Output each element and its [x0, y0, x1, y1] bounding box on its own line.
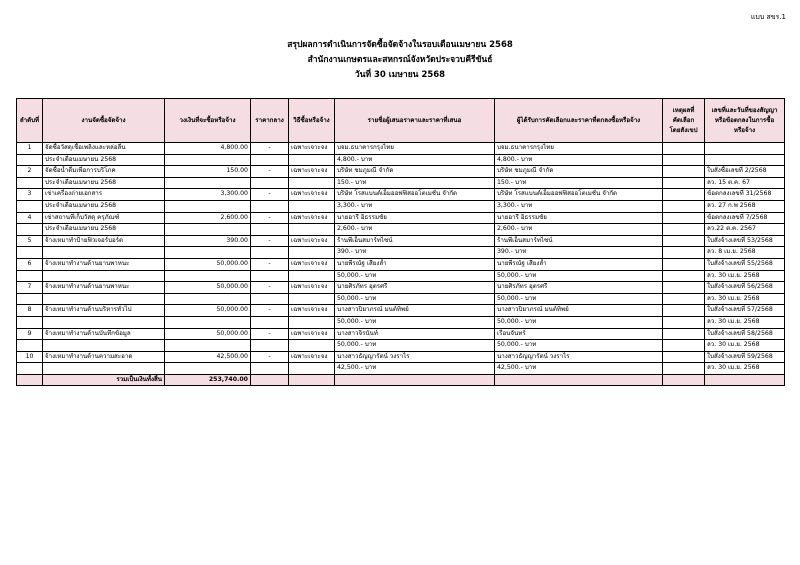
row-method: เฉพาะเจาะจง — [289, 305, 335, 317]
row-reason — [663, 328, 705, 340]
row-bidder-price: 4,800.- บาท — [335, 154, 495, 166]
row-winner-price: 150.- บาท — [495, 177, 663, 189]
row-method-cont — [289, 316, 335, 328]
table-row-detail — [17, 270, 785, 282]
row-item-cont — [43, 363, 165, 375]
row-median-cont — [251, 224, 289, 236]
row-method-cont — [289, 200, 335, 212]
row-method: เฉพาะเจาะจง — [289, 189, 335, 201]
row-item-cont — [43, 293, 165, 305]
row-bidder-price: 3,300.- บาท — [335, 200, 495, 212]
header-reason-line: เหตุผลที่ — [672, 106, 695, 114]
row-contract: ใบสั่งจ้างเลขที่ 58/2568 — [705, 328, 785, 340]
title-line: สำนักงานเกษตรและสหกรณ์จังหวัดประจวบคีรีขันธ์ — [307, 55, 493, 65]
row-no-cont — [17, 154, 43, 166]
row-contract: ใบสั่งจ้างเลขที่ 56/2568 — [705, 282, 785, 294]
row-bidder: นายอารี อิธรรมชัย — [335, 212, 495, 224]
row-budget-cont — [165, 177, 251, 189]
total-row — [17, 374, 785, 386]
table-row-detail — [17, 177, 785, 189]
row-contract: ข้อตกลงเลขที่ 31/2568 — [705, 189, 785, 201]
row-winner: นายศิรภัทร อุตรศรี — [495, 282, 663, 294]
header-median: ราคากลาง — [251, 99, 289, 143]
header-contract-line: หรือข้อตกลงในการซื้อ — [714, 116, 775, 124]
row-item: เช่าสถานที่เก็บวัสดุ ครุภัณฑ์ — [43, 212, 165, 224]
header-bidders: รายชื่อผู้เสนอราคาและราคาที่เสนอ — [335, 99, 495, 143]
row-winner: บจม.ธนาคารกรุงไทย — [495, 143, 663, 155]
row-winner: นายพีรณัฐ เสียงล้ำ — [495, 258, 663, 270]
row-median-cont — [251, 293, 289, 305]
table-row — [17, 143, 785, 155]
row-no-cont — [17, 293, 43, 305]
total-empty-cell — [495, 374, 663, 386]
row-median: - — [251, 235, 289, 247]
row-winner-price: 42,500.- บาท — [495, 363, 663, 375]
row-item: จ้างเหมาทำงานด้านความสะอาด — [43, 351, 165, 363]
row-method: เฉพาะเจาะจง — [289, 166, 335, 178]
row-reason — [663, 143, 705, 155]
row-budget: 42,500.00 — [165, 351, 251, 363]
row-reason — [663, 351, 705, 363]
row-contract: ใบสั่งจ้างเลขที่ 53/2568 — [705, 235, 785, 247]
total-empty-cell — [663, 374, 705, 386]
row-method-cont — [289, 224, 335, 236]
row-no: 8 — [17, 305, 43, 317]
row-winner-price: 50,000.- บาท — [495, 316, 663, 328]
row-reason-cont — [663, 270, 705, 282]
row-method-cont — [289, 363, 335, 375]
row-median-cont — [251, 154, 289, 166]
row-no-cont — [17, 340, 43, 352]
row-no-cont — [17, 224, 43, 236]
row-median-cont — [251, 247, 289, 259]
row-method-cont — [289, 177, 335, 189]
row-bidder-price: 50,000.- บาท — [335, 293, 495, 305]
table-row-detail — [17, 340, 785, 352]
row-budget: 390.00 — [165, 235, 251, 247]
table-row — [17, 282, 785, 294]
row-method: เฉพาะเจาะจง — [289, 235, 335, 247]
row-contract-date: ลว.22 ต.ค. 2567 — [705, 224, 785, 236]
row-median-cont — [251, 177, 289, 189]
table-row — [17, 166, 785, 178]
row-method-cont — [289, 247, 335, 259]
row-item-cont: ประจำเดือนเมษายน 2568 — [43, 224, 165, 236]
row-no: 2 — [17, 166, 43, 178]
row-item: จ้างเหมาทำงานด้านยานพาหนะ — [43, 282, 165, 294]
row-median: - — [251, 305, 289, 317]
total-empty-cell — [251, 374, 289, 386]
total-label: รวมเป็นเงินทั้งสิ้น — [43, 374, 165, 386]
row-reason-cont — [663, 316, 705, 328]
row-no: 7 — [17, 282, 43, 294]
row-bidder: บจม.ธนาคารกรุงไทย — [335, 143, 495, 155]
row-item-cont: ประจำเดือนเมษายน 2568 — [43, 177, 165, 189]
row-no-cont — [17, 200, 43, 212]
form-code: แบบ สขร.1 — [750, 13, 786, 21]
row-winner: บริษัท โรสแบนด์เอ็มออฟฟิสออโตเมชั่น จำกัด — [495, 189, 663, 201]
row-bidder: นายพีรณัฐ เสียงล้ำ — [335, 258, 495, 270]
row-budget-cont — [165, 224, 251, 236]
row-item: จ้างเหมาทำป้ายฟิวเจอร์บอร์ด — [43, 235, 165, 247]
row-item-cont — [43, 270, 165, 282]
table-row — [17, 235, 785, 247]
row-bidder: นางสาวธัญญารัตน์ วงราไร — [335, 351, 495, 363]
row-contract: ใบสั่งจ้างเลขที่ 55/2568 — [705, 258, 785, 270]
row-budget-cont — [165, 200, 251, 212]
table-row-detail — [17, 316, 785, 328]
table-row-detail — [17, 200, 785, 212]
row-no-cont — [17, 177, 43, 189]
row-reason-cont — [663, 200, 705, 212]
row-bidder-price: 50,000.- บาท — [335, 340, 495, 352]
row-no: 4 — [17, 212, 43, 224]
row-budget-cont — [165, 340, 251, 352]
row-bidder: บริษัท ชมภูมณี จำกัด — [335, 166, 495, 178]
row-bidder: ร้านพีเอ็นสมาร์ทไซน์ — [335, 235, 495, 247]
row-winner-price: 3,300.- บาท — [495, 200, 663, 212]
row-budget-cont — [165, 154, 251, 166]
row-contract-date: ลว. 8 เม.ย. 2568 — [705, 247, 785, 259]
row-no-cont — [17, 363, 43, 375]
row-budget-cont — [165, 293, 251, 305]
row-median: - — [251, 143, 289, 155]
header-reason-line: โดยสังเขป — [669, 126, 698, 134]
row-reason — [663, 282, 705, 294]
row-method-cont — [289, 293, 335, 305]
row-median: - — [251, 166, 289, 178]
row-item: จัดซื้อวัสดุเชื้อเพลิงและหล่อลื่น — [43, 143, 165, 155]
row-contract: ใบสั่งจ้างเลขที่ 57/2568 — [705, 305, 785, 317]
row-contract-date: ลว. 30 เม.ย. 2568 — [705, 340, 785, 352]
row-budget: 4,800.00 — [165, 143, 251, 155]
row-median-cont — [251, 363, 289, 375]
table-header-row — [17, 99, 785, 143]
table-row-detail — [17, 154, 785, 166]
row-reason-cont — [663, 293, 705, 305]
row-budget: 50,000.00 — [165, 258, 251, 270]
row-bidder-price: 42,500.- บาท — [335, 363, 495, 375]
row-item: จ้างเหมาทำงานด้านบริหารทั่วไป — [43, 305, 165, 317]
row-method: เฉพาะเจาะจง — [289, 282, 335, 294]
total-empty-cell — [289, 374, 335, 386]
row-method-cont — [289, 270, 335, 282]
row-winner: นายอารี อิธรรมชัย — [495, 212, 663, 224]
table-row-detail — [17, 224, 785, 236]
row-contract-date: ลว. 30 เม.ย. 2568 — [705, 316, 785, 328]
row-item: เช่าเครื่องถ่ายเอกสาร — [43, 189, 165, 201]
row-winner-price: 4,800.- บาท — [495, 154, 663, 166]
row-budget-cont — [165, 316, 251, 328]
row-no: 3 — [17, 189, 43, 201]
header-contract — [705, 99, 785, 143]
table-row-detail — [17, 293, 785, 305]
row-budget: 2,600.00 — [165, 212, 251, 224]
table-row — [17, 328, 785, 340]
row-budget: 50,000.00 — [165, 282, 251, 294]
row-contract-date: ลว. 15 ต.ค. 67 — [705, 177, 785, 189]
row-bidder-price: 50,000.- บาท — [335, 316, 495, 328]
row-contract: ข้อตกลงเลขที่ 7/2568 — [705, 212, 785, 224]
row-contract-date — [705, 154, 785, 166]
row-no-cont — [17, 270, 43, 282]
row-contract-date: ลว. 27 ก.พ 2568 — [705, 200, 785, 212]
row-winner-price: 2,600.- บาท — [495, 224, 663, 236]
row-bidder: บริษัท โรสแบนด์เอ็มออฟฟิสออโตเมชั่น จำกัด — [335, 189, 495, 201]
row-reason — [663, 212, 705, 224]
row-bidder: นางสาวจิรนันท์ — [335, 328, 495, 340]
row-no: 1 — [17, 143, 43, 155]
row-method-cont — [289, 340, 335, 352]
row-budget-cont — [165, 247, 251, 259]
row-budget: 50,000.00 — [165, 305, 251, 317]
row-contract-date: ลว. 30 เม.ย. 2568 — [705, 363, 785, 375]
row-item: จ้างเหมาทำงานด้านบันทึกข้อมูล — [43, 328, 165, 340]
row-winner: เรือนจันทร์ — [495, 328, 663, 340]
row-bidder-price: 390.- บาท — [335, 247, 495, 259]
row-reason — [663, 305, 705, 317]
row-no-cont — [17, 247, 43, 259]
row-winner: บริษัท ชมภูมณี จำกัด — [495, 166, 663, 178]
row-median-cont — [251, 200, 289, 212]
row-bidder: นายศิรภัทร อุตรศรี — [335, 282, 495, 294]
row-budget-cont — [165, 363, 251, 375]
header-method: วิธีซื้อหรือจ้าง — [289, 99, 335, 143]
total-value: 253,740.00 — [165, 374, 251, 386]
row-budget-cont — [165, 270, 251, 282]
row-reason-cont — [663, 247, 705, 259]
row-contract-date: ลว. 30 เม.ย. 2568 — [705, 270, 785, 282]
row-no-cont — [17, 316, 43, 328]
header-reason-line: คัดเลือก — [672, 116, 695, 124]
row-median: - — [251, 189, 289, 201]
row-contract-date: ลว. 30 เม.ย. 2568 — [705, 293, 785, 305]
row-no: 6 — [17, 258, 43, 270]
row-reason-cont — [663, 363, 705, 375]
row-winner-price: 50,000.- บาท — [495, 340, 663, 352]
row-median-cont — [251, 340, 289, 352]
row-budget: 50,000.00 — [165, 328, 251, 340]
row-method: เฉพาะเจาะจง — [289, 258, 335, 270]
row-method: เฉพาะเจาะจง — [289, 328, 335, 340]
document-title — [0, 38, 800, 83]
title-line: วันที่ 30 เมษายน 2568 — [354, 70, 446, 80]
table-row — [17, 305, 785, 317]
header-winner: ผู้ได้รับการคัดเลือกและราคาที่ตกลงซื้อหรือจ้าง — [495, 99, 663, 143]
row-winner: นางสาวธัญญารัตน์ วงราไร — [495, 351, 663, 363]
table-row — [17, 351, 785, 363]
row-median: - — [251, 258, 289, 270]
row-winner-price: 50,000.- บาท — [495, 293, 663, 305]
header-reason — [663, 99, 705, 143]
row-item-cont — [43, 247, 165, 259]
total-empty-cell — [705, 374, 785, 386]
row-winner-price: 390.- บาท — [495, 247, 663, 259]
row-median-cont — [251, 316, 289, 328]
row-no: 10 — [17, 351, 43, 363]
row-budget: 3,300.00 — [165, 189, 251, 201]
total-empty-cell — [335, 374, 495, 386]
row-median: - — [251, 212, 289, 224]
row-reason — [663, 166, 705, 178]
row-reason-cont — [663, 154, 705, 166]
row-reason — [663, 258, 705, 270]
row-item-cont: ประจำเดือนเมษายน 2568 — [43, 154, 165, 166]
row-bidder-price: 50,000.- บาท — [335, 270, 495, 282]
row-winner: นางสาวปิยาภรณ์ มนต์ทิพย์ — [495, 305, 663, 317]
row-winner: ร้านพีเอ็นสมาร์ทไซน์ — [495, 235, 663, 247]
table-row — [17, 189, 785, 201]
header-contract-line: เลขที่และวันที่ของสัญญา — [711, 106, 778, 114]
row-reason-cont — [663, 340, 705, 352]
procurement-table — [16, 98, 785, 386]
table-row — [17, 258, 785, 270]
row-item-cont — [43, 340, 165, 352]
row-bidder-price: 2,600.- บาท — [335, 224, 495, 236]
row-budget: 150.00 — [165, 166, 251, 178]
row-contract: ใบสั่งจ้างเลขที่ 59/2568 — [705, 351, 785, 363]
row-method-cont — [289, 154, 335, 166]
header-item: งานจัดซื้อจัดจ้าง — [43, 99, 165, 143]
row-bidder-price: 150.- บาท — [335, 177, 495, 189]
row-no: 5 — [17, 235, 43, 247]
header-budget: วงเงินที่จะซื้อหรือจ้าง — [165, 99, 251, 143]
row-reason — [663, 189, 705, 201]
header-no: ลำดับที่ — [17, 99, 43, 143]
row-item-cont — [43, 316, 165, 328]
table-row-detail — [17, 247, 785, 259]
row-reason — [663, 235, 705, 247]
row-contract: ใบสั่งซื้อเลขที่ 2/2568 — [705, 166, 785, 178]
row-median-cont — [251, 270, 289, 282]
total-no-cell — [17, 374, 43, 386]
title-line: สรุปผลการดำเนินการจัดซื้อจัดจ้างในรอบเดือนเมษายน 2568 — [287, 40, 513, 50]
row-bidder: นางสาวปิยาภรณ์ มนต์ทิพย์ — [335, 305, 495, 317]
row-item: จัดซื้อน้ำดื่มเพื่อการบริโภค — [43, 166, 165, 178]
row-reason-cont — [663, 177, 705, 189]
row-reason-cont — [663, 224, 705, 236]
row-median: - — [251, 282, 289, 294]
table-row-detail — [17, 363, 785, 375]
row-median: - — [251, 351, 289, 363]
header-contract-line: หรือจ้าง — [733, 126, 756, 134]
row-method: เฉพาะเจาะจง — [289, 143, 335, 155]
table-row — [17, 212, 785, 224]
row-no: 9 — [17, 328, 43, 340]
row-winner-price: 50,000.- บาท — [495, 270, 663, 282]
row-method: เฉพาะเจาะจง — [289, 212, 335, 224]
row-median: - — [251, 328, 289, 340]
row-item: จ้างเหมาทำงานด้านยานพาหนะ — [43, 258, 165, 270]
row-method: เฉพาะเจาะจง — [289, 351, 335, 363]
row-item-cont: ประจำเดือนเมษายน 2568 — [43, 200, 165, 212]
row-contract — [705, 143, 785, 155]
